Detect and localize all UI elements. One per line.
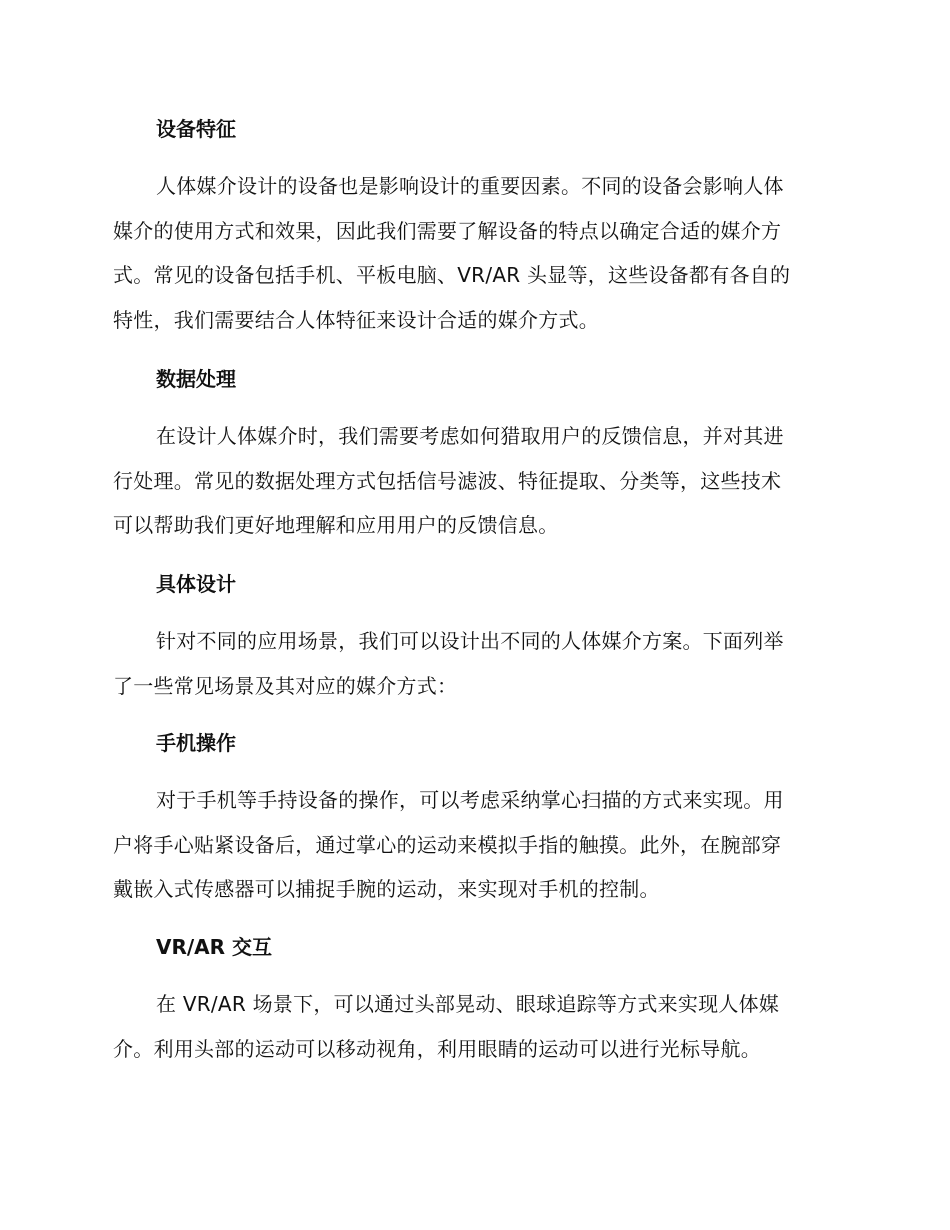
- section-body-specific-design: [113, 619, 837, 708]
- section-heading-phone-operation: 手机操作: [156, 731, 236, 755]
- paragraph-line: 特性，我们需要结合人体特征来设计合适的媒介方式。: [113, 307, 599, 332]
- section-heading-data-processing: 数据处理: [156, 367, 236, 391]
- paragraph-line: 人体媒介设计的设备也是影响设计的重要因素。不同的设备会影响人体: [156, 174, 784, 198]
- section-heading-device-features: 设备特征: [156, 117, 236, 141]
- section-body-phone-operation: [113, 778, 837, 912]
- paragraph-line: 针对不同的应用场景，我们可以设计出不同的人体媒介方案。下面列举: [156, 629, 784, 653]
- paragraph-line: 媒介的使用方式和效果，因此我们需要了解设备的特点以确定合适的媒介方: [113, 218, 782, 243]
- paragraph-line: 在设计人体媒介时，我们需要考虑如何猎取用户的反馈信息，并对其进: [156, 424, 784, 448]
- paragraph-line: 介。利用头部的运动可以移动视角，利用眼睛的运动可以进行光标导航。: [113, 1036, 761, 1061]
- paragraph-line: 在 VR/AR 场景下，可以通过头部晃动、眼球追踪等方式来实现人体媒: [156, 992, 780, 1016]
- paragraph-line: 户将手心贴紧设备后，通过掌心的运动来模拟手指的触摸。此外，在腕部穿: [113, 832, 782, 857]
- paragraph-line: 了一些常见场景及其对应的媒介方式：: [113, 673, 458, 698]
- paragraph-line: 式。常见的设备包括手机、平板电脑、VR/AR 头显等，这些设备都有各自的: [113, 263, 791, 287]
- paragraph-line: 行处理。常见的数据处理方式包括信号滤波、特征提取、分类等，这些技术: [113, 468, 782, 493]
- section-heading-specific-design: 具体设计: [156, 572, 236, 596]
- paragraph-line: 可以帮助我们更好地理解和应用用户的反馈信息。: [113, 513, 559, 537]
- section-body-data-processing: [113, 414, 837, 548]
- section-heading-vr-ar-interaction: VR/AR 交互: [156, 935, 273, 959]
- section-body-vr-ar-interaction: [113, 982, 837, 1071]
- section-body-device-features: [113, 164, 837, 342]
- paragraph-line: 戴嵌入式传感器可以捕捉手腕的运动，来实现对手机的控制。: [113, 877, 660, 901]
- paragraph-line: 对于手机等手持设备的操作，可以考虑采纳掌心扫描的方式来实现。用: [156, 788, 784, 812]
